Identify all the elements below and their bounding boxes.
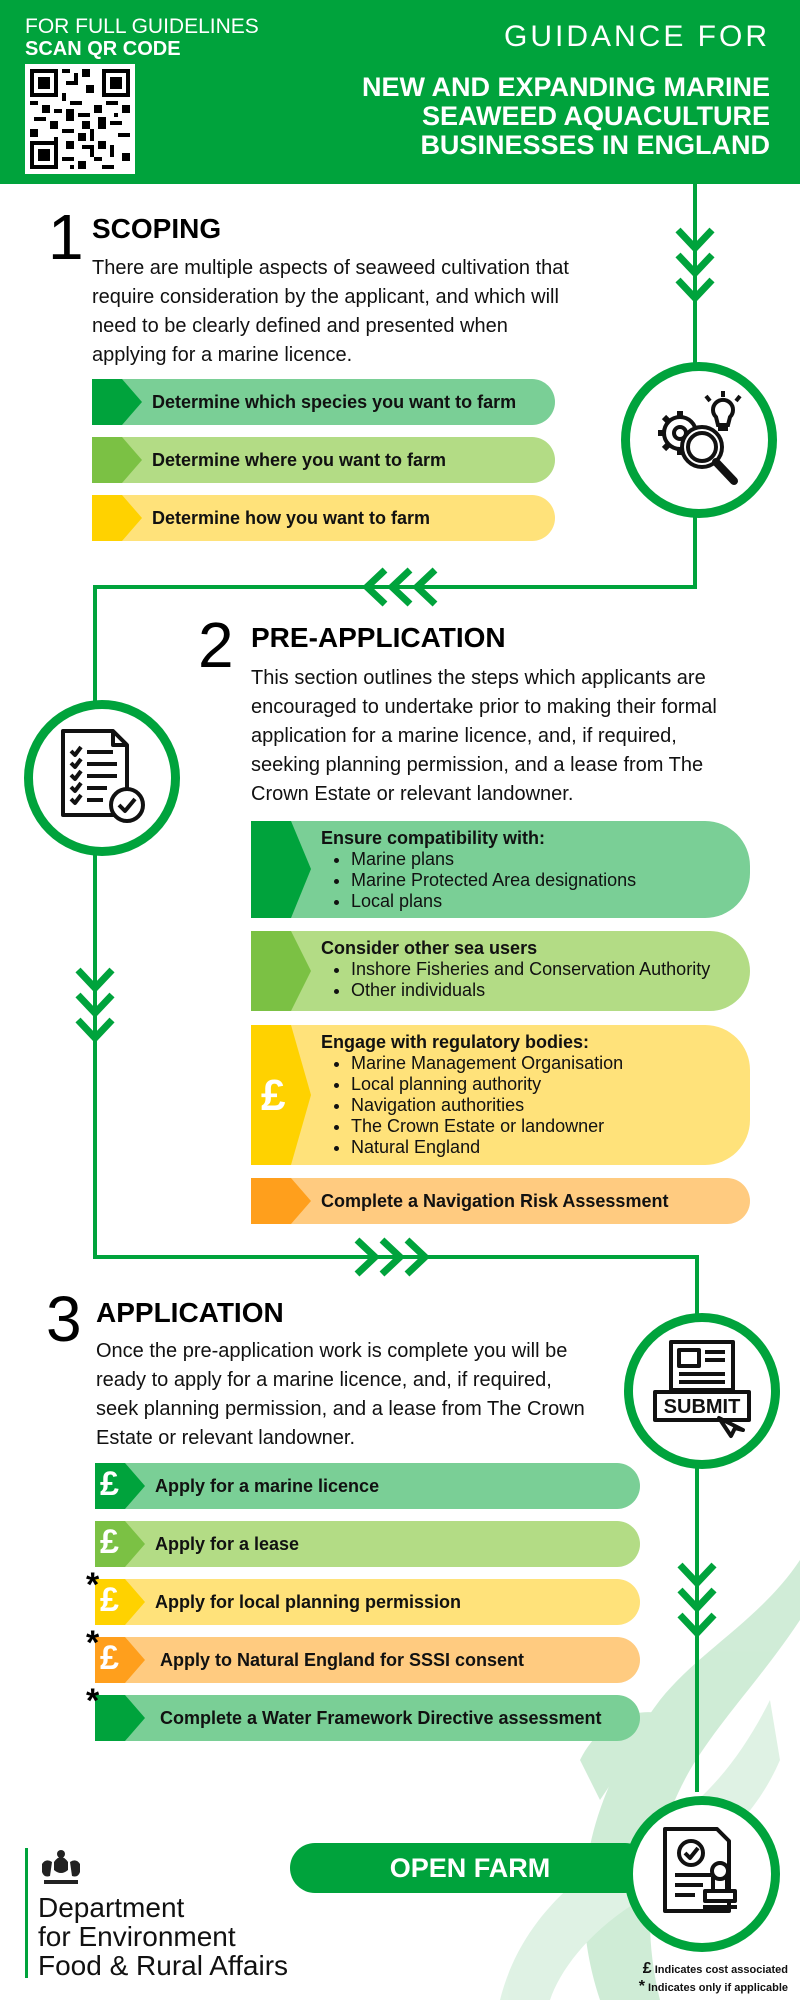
defra-line3: Food & Rural Affairs [38,1950,289,1981]
navigation-risk-step [251,1178,750,1224]
list-item: • Marine Protected Area designations [351,870,636,891]
application-step-label: Apply for a lease [155,1534,300,1554]
arrow-icon [92,495,142,541]
application-heading: APPLICATION [96,1297,284,1328]
list-item: • Local plans [351,891,636,912]
arrow-icon [251,821,311,918]
water-framework-step [95,1695,640,1741]
list-item: • Marine plans [351,849,636,870]
open-farm-banner: OPEN FARM [290,1843,650,1893]
approved-document-stamp-icon [633,1805,771,1943]
guidance-for-label: GUIDANCE FOR [503,20,770,53]
list-item: • Other individuals [351,980,710,1001]
cost-pound-icon: £ [261,1071,286,1120]
legend-conditional-label: Indicates only if applicable [648,1982,788,1994]
application-icon-circle [624,1313,780,1469]
arrow-icon [92,379,142,425]
navigation-risk-label: Complete a Navigation Risk Assessment [321,1191,669,1211]
list-item: • Navigation authorities [351,1095,623,1116]
regulatory-bodies-box [251,1025,750,1165]
gears-magnifier-icon [630,371,768,509]
checklist-icon [33,709,171,847]
sea-users-list [321,959,710,1001]
apply-lease-step [95,1521,640,1567]
list-item: • Inshore Fisheries and Conservation Authority [351,959,710,980]
list-item: • The Crown Estate or landowner [351,1116,623,1137]
pre-application-paragraph: This section outlines the steps which applicants are encouraged to undertake prior to making their formal application for a marine licence, and, if required, seeking planning permission, and a lease from The Crown Estate or relevant landowner. [251,667,717,805]
list-item: • Local planning authority [351,1074,623,1095]
application-step-label: Complete a Water Framework Directive assessment [160,1708,602,1728]
application-step-label: Apply to Natural England for SSSI consent [160,1650,525,1670]
open-farm-icon-circle [624,1796,780,1952]
sea-users-box [251,931,750,1011]
scan-instructions-line1: FOR FULL GUIDELINES [25,15,259,38]
conditional-asterisk-icon: * [86,1682,100,1720]
scoping-heading: SCOPING [92,213,222,244]
legend-cost-label: Indicates cost associated [654,1964,788,1976]
scoping-step-label: Determine where you want to farm [152,450,447,470]
header-banner [0,0,800,184]
cost-pound-icon: £ [100,1639,119,1677]
regulatory-bodies-title: Engage with regulatory bodies: [321,1032,590,1052]
compatibility-box [251,821,750,918]
list-item: • Marine Management Organisation [351,1053,623,1074]
cost-pound-icon: £ [100,1465,119,1503]
arrow-icon [251,1178,311,1224]
scoping-icon-circle [621,362,777,518]
submit-icon-text: SUBMIT [663,1396,741,1418]
arrow-icon [92,437,142,483]
pre-application-heading: PRE-APPLICATION [251,622,506,653]
scan-instructions-line2: SCAN QR CODE [25,38,181,60]
compatibility-list [321,849,636,912]
pre-application-icon-circle [24,700,180,856]
application-step-label: Apply for a marine licence [155,1476,380,1496]
scoping-paragraph: There are multiple aspects of seaweed cultivation that require consideration by the applicant, and which will need to be clearly defined and presented when applying for a marine licence. [92,257,569,366]
compatibility-title: Ensure compatibility with: [321,828,546,848]
royal-crest-icon [36,1848,86,1888]
legend-pound-icon: £ [642,1960,652,1977]
list-item: • Natural England [351,1137,623,1158]
application-step-label: Apply for local planning permission [155,1592,462,1612]
defra-line2: for Environment [38,1921,236,1952]
apply-sssi-step [95,1637,640,1683]
conditional-asterisk-icon: * [86,1624,100,1662]
scoping-step [92,495,555,541]
arrow-icon [95,1695,145,1741]
defra-line1: Department [38,1892,185,1923]
scoping-step [92,379,555,425]
sea-users-title: Consider other sea users [321,938,538,958]
regulatory-bodies-list [321,1053,623,1158]
step-number-3: 3 [46,1283,82,1355]
step-number-2: 2 [198,609,234,681]
arrow-icon [251,931,311,1011]
application-paragraph: Once the pre-application work is complete you will be ready to apply for a marine licence, and, if required, seek planning permission, and a lease from The Crown Estate or relevant landowner. [96,1340,585,1449]
legend-asterisk-icon: * [638,1978,645,1995]
defra-logo-bar [25,1848,28,1978]
cost-pound-icon: £ [100,1523,119,1561]
legend-conditional [639,1978,788,1996]
conditional-asterisk-icon: * [86,1566,100,1604]
legend-cost [643,1960,788,1978]
scoping-step-label: Determine which species you want to farm [152,392,517,412]
scoping-step [92,437,555,483]
step-number-1: 1 [48,201,84,273]
defra-name [38,1893,288,1980]
submit-form-icon [633,1322,771,1460]
apply-planning-step [95,1579,640,1625]
qr-code[interactable] [25,64,135,174]
cost-pound-icon: £ [100,1581,119,1619]
scoping-step-label: Determine how you want to farm [152,508,431,528]
page-title: NEW AND EXPANDING MARINE SEAWEED AQUACULTURE BUSINESSES IN ENGLAND [361,72,770,160]
apply-marine-licence-step [95,1463,640,1509]
